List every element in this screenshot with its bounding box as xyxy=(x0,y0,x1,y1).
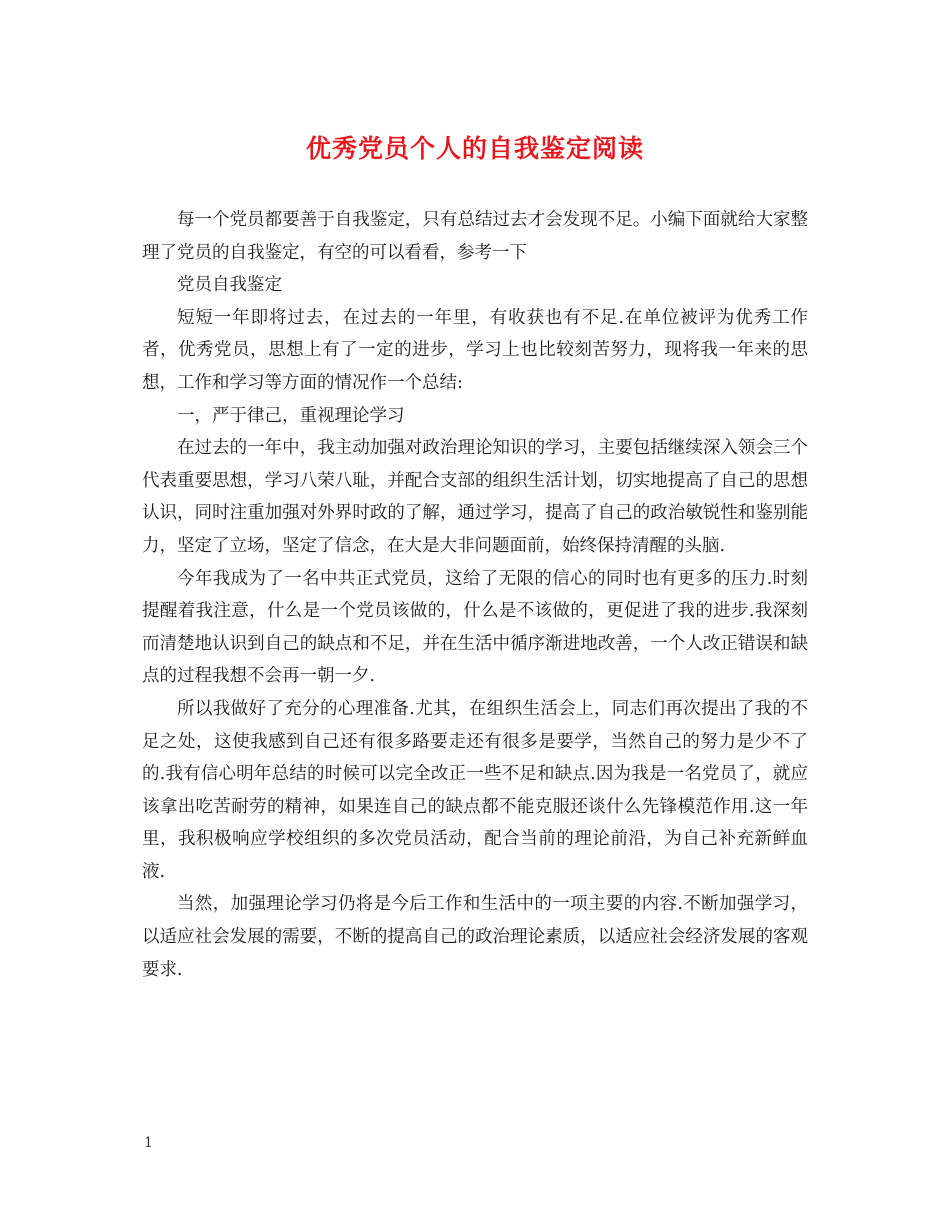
paragraph-party-member: 今年我成为了一名中共正式党员，这给了无限的信心的同时也有更多的压力.时刻提醒着我注意，什么是一个党员该做的，什么是不该做的，更促进了我的进步.我深刻而清楚地认识到自己的缺点和不足，并在生活中循序渐进地改善，一个人改正错误和缺点的过程我想不会再一朝一夕. xyxy=(142,568,808,687)
paragraph-heading-self-assessment: 党员自我鉴定 xyxy=(177,275,282,296)
page-number: 1 xyxy=(144,1135,153,1151)
document-body xyxy=(142,204,808,986)
paragraph-summary: 短短一年即将过去，在过去的一年里，有收获也有不足.在单位被评为优秀工作者，优秀党员，思想上有了一定的进步，学习上也比较刻苦努力，现将我一年来的思想，工作和学习等方面的情况作一个总结: xyxy=(142,307,808,393)
document-title: 优秀党员个人的自我鉴定阅读 xyxy=(305,134,644,163)
paragraph-preparation: 所以我做好了充分的心理准备.尤其，在组织生活会上，同志们再次提出了我的不足之处，这使我感到自己还有很多路要走还有很多是要学，当然自己的努力是少不了的.我有信心明年总结的时候可以完全改正一些不足和缺点.因为我是一名党员了，就应该拿出吃苦耐劳的精神，如果连自己的缺点都不能克服还谈什么先锋模范作用.这一年里，我积极响应学校组织的多次党员活动，配合当前的理论前沿，为自己补充新鲜血液. xyxy=(142,698,808,882)
paragraph-section-heading-1: 一，严于律己，重视理论学习 xyxy=(177,405,405,426)
paragraph-theory-study: 在过去的一年中，我主动加强对政治理论知识的学习，主要包括继续深入领会三个代表重要思想，学习八荣八耻，并配合支部的组织生活计划，切实地提高了自己的思想认识，同时注重加强对外界时政的了解，通过学习，提高了自己的政治敏锐性和鉴别能力，坚定了立场，坚定了信念，在大是大非问题面前，始终保持清醒的头脑. xyxy=(142,438,808,556)
paragraph-conclusion: 当然，加强理论学习仍将是今后工作和生活中的一项主要的内容.不断加强学习，以适应社会发展的需要，不断的提高自己的政治理论素质，以适应社会经济发展的客观要求. xyxy=(142,894,808,980)
paragraph-intro: 每一个党员都要善于自我鉴定，只有总结过去才会发现不足。小编下面就给大家整理了党员的自我鉴定，有空的可以看看，参考一下 xyxy=(142,210,808,263)
